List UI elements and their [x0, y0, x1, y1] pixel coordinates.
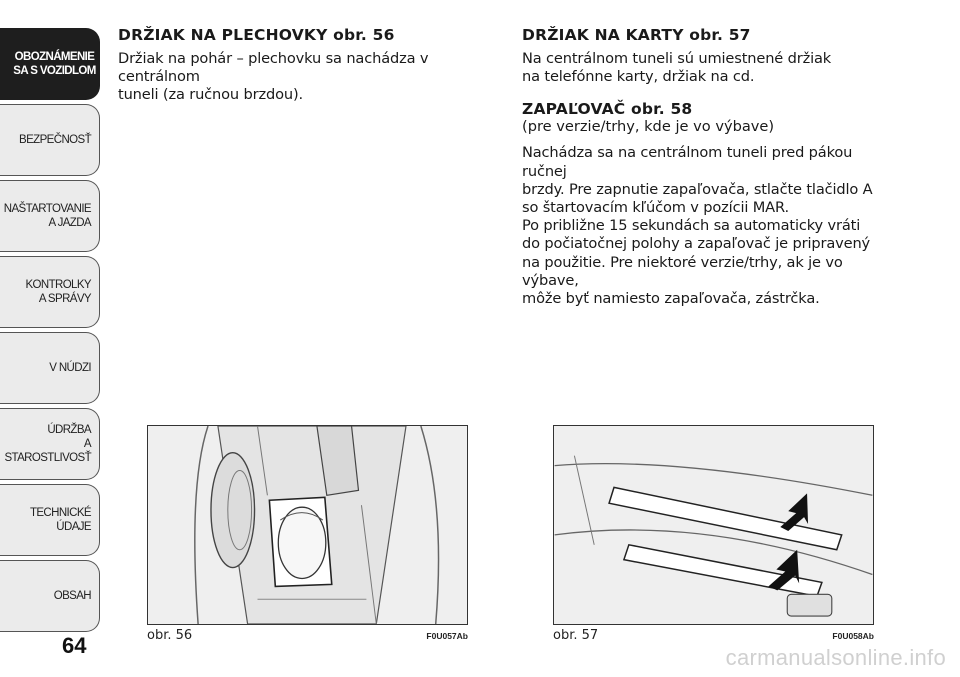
tab-obsah[interactable]: OBSAH: [0, 560, 100, 632]
can-holder-title: DRŽIAK NA PLECHOVKY: [118, 26, 328, 44]
figure-56-code: F0U057Ab: [426, 631, 468, 641]
can-holder-figure-ref: obr. 56: [333, 26, 395, 44]
figure-56-cup-holder: [147, 425, 468, 625]
lighter-availability-note: (pre verzie/trhy, kde je vo výbave): [522, 118, 775, 136]
figure-56-caption: obr. 56: [147, 628, 193, 643]
tab-nastartovanie[interactable]: NAŠTARTOVANIE A JAZDA: [0, 180, 100, 252]
lighter-heading: [522, 100, 897, 118]
figure-56-caption-row: [147, 628, 468, 643]
can-holder-text: Držiak na pohár – plechovku sa nachádza v centrálnom tuneli (za ručnou brzdou).: [118, 50, 429, 104]
card-holder-title: DRŽIAK NA KARTY: [522, 26, 684, 44]
tab-v-nudzi[interactable]: V NÚDZI: [0, 332, 100, 404]
tab-bezpecnost[interactable]: BEZPEČNOSŤ: [0, 104, 100, 176]
figure-57-caption: obr. 57: [553, 628, 599, 643]
page-number: 64: [62, 633, 87, 658]
lighter-title: ZAPAĽOVAČ: [522, 100, 626, 119]
cup-holder-illustration: [148, 426, 467, 624]
right-column: [522, 26, 897, 320]
card-holder-illustration: [554, 426, 873, 624]
card-holder-figure-ref: obr. 57: [689, 26, 751, 44]
watermark: carmanualsonline.info: [725, 645, 946, 670]
figure-57-caption-row: [553, 628, 874, 643]
figure-57-code: F0U058Ab: [832, 631, 874, 641]
tab-udrzba[interactable]: ÚDRŽBA A STAROSTLIVOSŤ: [0, 408, 100, 480]
can-holder-heading: [118, 26, 508, 44]
card-holder-text: Na centrálnom tuneli sú umiestnené držiak na telefónne karty, držiak na cd.: [522, 50, 832, 86]
tab-technicke[interactable]: TECHNICKÉ ÚDAJE: [0, 484, 100, 556]
tab-kontrolky[interactable]: KONTROLKY A SPRÁVY: [0, 256, 100, 328]
left-column: [118, 26, 508, 117]
lighter-text: Nachádza sa na centrálnom tuneli pred pákou ručnej brzdy. Pre zapnutie zapaľovača, stlačte tlačidlo A so štartovacím kľúčom v pozícii MAR. Po približne 15 sekundách sa automaticky vráti do počiatočnej polohy a zapaľovač je pripravený na použitie. Pre niektoré verzie/trhy, ak je vo výbave, môže byť namiesto zapaľovača, zástrčka.: [522, 144, 873, 308]
tab-oboznamenie[interactable]: OBOZNÁMENIE SA S VOZIDLOM: [0, 28, 100, 100]
lighter-figure-ref: obr. 58: [630, 100, 693, 119]
card-holder-heading: [522, 26, 897, 44]
figure-57-card-holder: [553, 425, 874, 625]
